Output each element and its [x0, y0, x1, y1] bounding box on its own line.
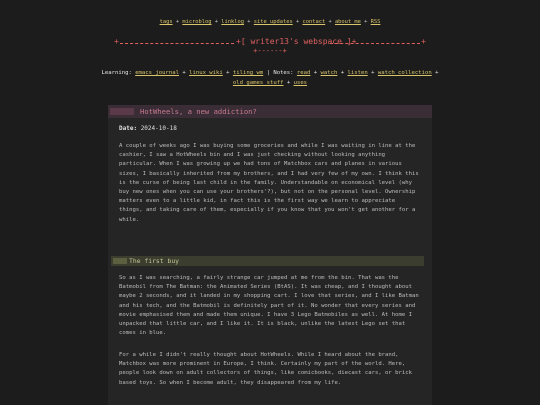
notes-label: | Notes: [266, 70, 294, 76]
section-title: The first buy [129, 257, 180, 265]
nav-site-updates-link[interactable]: site updates [253, 19, 293, 25]
nav-microblog-link[interactable]: microblog [182, 19, 212, 25]
nav-separator: + [295, 19, 300, 25]
banner-plus-left: + [236, 37, 241, 46]
nav-contact-link[interactable]: contact [302, 19, 326, 25]
section-marker [113, 258, 127, 264]
banner-line-right [330, 43, 420, 44]
learning-tiling-wm-link[interactable]: tiling wm [232, 70, 264, 76]
nav-separator: + [247, 19, 251, 25]
learning-emacs-journal-link[interactable]: emacs journal [135, 70, 179, 76]
top-navigation [0, 19, 540, 25]
separator: + [435, 70, 439, 76]
separator: + [226, 70, 230, 76]
nav-tags-link[interactable]: tags [159, 19, 173, 25]
post-header [108, 105, 432, 118]
notes-watch-link[interactable]: watch [320, 70, 338, 76]
banner-corner-left: + [114, 37, 119, 46]
section-header [111, 256, 424, 266]
banner-line-left [120, 43, 234, 44]
banner-underline: +------+ [253, 47, 287, 55]
banner-corner-right: + [421, 37, 426, 46]
post-paragraph-3: For a while I didn't really thought about HotWheels. While I heard about the brand, Matchbox was more prominent in Europe, I think. Certainly my part of the world. Here, people look down on adult collectors of things, like comicbooks, diecast cars, or brick based toys. So when I become adult, they disappeared from my life. [119, 352, 412, 386]
separator: + [313, 70, 318, 76]
nav-about-me-link[interactable]: about me [334, 19, 361, 25]
post-intro-paragraph: A couple of weeks ago I was buying some groceries and while I was waiting in line at the cashier, I saw a HotWheels bin and I was just checking without looking anything particular. When I was growing up we had tons of Matchbox cars and planes in various sizes, I basically inherited from my brothers, and I had very few of my own. I think this is the curse of being last child in the family. Understandable on economical level (why buy new ones when you can use your brothers'?), but not on the personal level. Ownership matters even to a little kid, in fact this is the first way we learn to appreciate things, and taking care of them, especially if you know that you won't get another for a while. [119, 143, 419, 223]
date-value: 2024-10-18 [140, 125, 177, 132]
nav-rss-link[interactable]: RSS [370, 19, 381, 25]
separator: + [340, 70, 345, 76]
post-title: HotWheels, a new addiction? [140, 107, 257, 116]
banner-plus-right: + [351, 37, 357, 46]
nav-linklog-link[interactable]: linklog [221, 19, 245, 25]
header-marker [110, 108, 134, 115]
learning-label: Learning: [101, 70, 132, 76]
notes-uses-link[interactable]: uses [293, 80, 308, 86]
nav-separator: + [175, 19, 180, 25]
learning-nav [100, 68, 440, 88]
post-date [119, 125, 177, 132]
notes-old-games-stuff-link[interactable]: old games stuff [232, 80, 284, 86]
nav-separator: + [364, 19, 368, 25]
notes-listen-link[interactable]: listen [347, 70, 368, 76]
notes-read-link[interactable]: read [296, 70, 311, 76]
separator: + [286, 80, 291, 86]
separator: + [182, 70, 186, 76]
learning-linux-wiki-link[interactable]: linux wiki [189, 70, 223, 76]
notes-watch-collection-link[interactable]: watch collection [377, 70, 432, 76]
post-paragraph-2: So as I was searching, a fairly strange car jumped at me from the bin. That was the Batmobil from The Batman: the Animated Series (BtAS). It was cheap, and I thought about maybe 2 seconds, and it landed in my shopping cart. I love that series, and I like Batman and his tech, and the Batmobil is definitely part of it. No wonder that every series and movie emphasised them and made them unique. I have 3 Lego Batmobiles as well. At home I unpacked that little car, and I like it. It is black, unlike the latest Lego set that comes in blue. [119, 275, 419, 337]
nav-separator: + [328, 19, 332, 25]
site-title: [ writer13's webspace ] [240, 37, 352, 46]
separator: + [371, 70, 375, 76]
date-label: Date: [119, 125, 138, 132]
banner-title-wrap [236, 37, 356, 46]
nav-separator: + [214, 19, 219, 25]
